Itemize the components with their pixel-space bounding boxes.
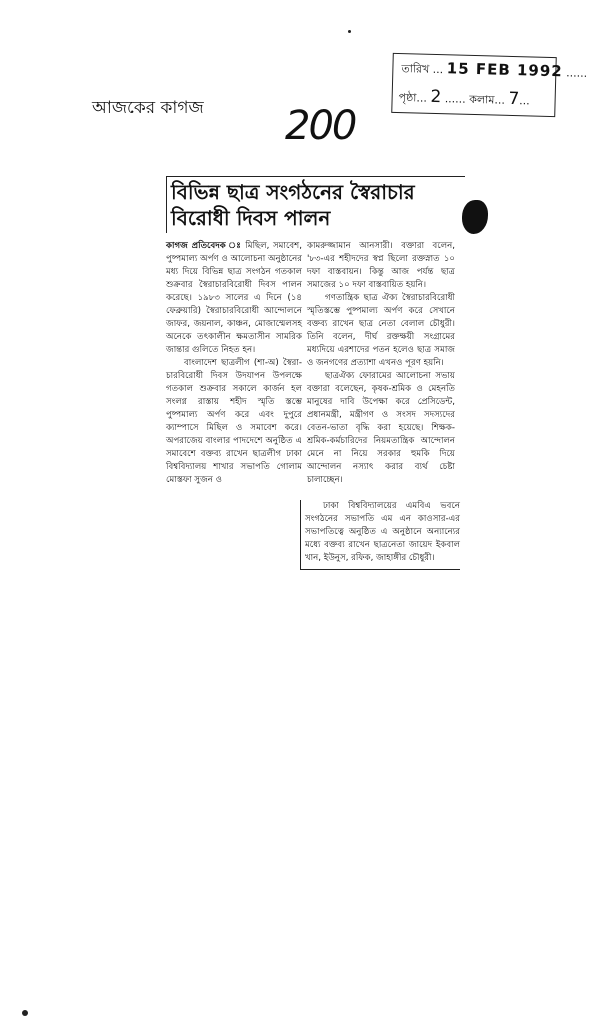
ink-blot	[462, 200, 488, 234]
article-column-left	[166, 240, 302, 487]
stamp-page-row: পৃষ্ঠা... 2 ...... কলাম... 7...	[398, 86, 530, 110]
speck	[22, 1010, 28, 1016]
paragraph-text: মিছিল, সমাবেশ, পুষ্পমাল্য অর্পণ ও আলোচনা অনুষ্ঠানের মধ্য দিয়ে বিভিন্ন ছাত্র সংগঠন গতকাল শুক্রবার স্বৈরাচারবিরোধী দিবস পালন করেছে। ১৯৮৩ সালের এ দিনে (১৪ ফেব্রুয়ারি) স্বৈরাচারবিরোধী আন্দোলনে জাফর, জয়নাল, কাঞ্চন, মোজাম্মেলসহ অনেকে তৎকালীন ক্ষমতাসীন সামরিক জান্তার গুলিতে নিহত হন।	[166, 241, 302, 355]
article-headline	[166, 176, 465, 233]
stamp-date-label: তারিখ	[401, 62, 430, 76]
stamp-column: 7	[508, 88, 520, 110]
paragraph: ঢাকা বিশ্ববিদ্যালয়ের এমবিএ ভবনে সংগঠনের সভাপতি এম এন কাওসার-এর সভাপতিত্বে অনুষ্ঠিত এ অনুষ্ঠানে অন্যান্যের মধ্যে বক্তব্য রাখেন ছাত্রনেতা জায়েদ ইকবাল খান, ইউনুস, রফিক, জাহাঙ্গীর চৌধুরী।	[305, 501, 460, 563]
paragraph: গণতান্ত্রিক ছাত্র ঐক্য স্বৈরাচারবিরোধী স্মৃতিস্তম্ভে পুষ্পমাল্য অর্পণ করে সেখানে বক্তব্য রাখেন ছাত্র নেতা বেলাল চৌধুরী। তিনি বলেন, দীর্ঘ রক্তক্ষয়ী সংগ্রামের মধ্যদিয়ে এরশাদের পতন হলেও ছাত্র সমাজ ও জনগণের প্রত্যাশা এখনও পূরণ হয়নি।	[307, 293, 455, 368]
headline-line-1: বিভিন্ন ছাত্র সংগঠনের স্বৈরাচার	[171, 180, 415, 204]
headline-line-2: বিরোধী দিবস পালন	[171, 206, 331, 230]
paragraph: বাংলাদেশ ছাত্রলীগ (শা-অ) স্বৈরা-চারবিরোধী দিবস উদযাপন উপলক্ষে গতকাল শুক্রবার সকালে কার্জন হল সংলগ্ন রাস্তায় শহীদ স্মৃতি স্তম্ভে পুষ্পমাল্য অর্পণ করে এবং দুপুরে ক্যাম্পাসে মিছিল ও সমাবেশ করে। অপরাজেয় বাংলার পাদদেশে অনুষ্ঠিত এ সমাবেশে বক্তব্য রাখেন ছাত্রলীগ ঢাকা বিশ্ববিদ্যালয় শাখার সভাপতি গোলাম মোস্তফা সুজন ও	[166, 358, 302, 485]
paragraph: ছাত্রঐক্য ফোরামের আলোচনা সভায় বক্তারা বলেছেন, কৃষক-শ্রমিক ও মেহনতি মানুষের দাবি উপেক্ষা করে প্রেসিডেন্ট, প্রধানমন্ত্রী, মন্ত্রীগণ ও সংসদ সদস্যদের বেতন-ভাতা বৃদ্ধি করা হয়েছে। শিক্ষক-শ্রমিক-কর্মচারিদের নিয়মতান্ত্রিক আন্দোলন মেনে না নিয়ে সরকার হুমকি দিয়ে আন্দোলন নস্যাৎ করার ব্যর্থ চেষ্টা চালাচ্ছেন।	[307, 371, 455, 485]
paragraph: কামরুজ্জামান আনসারী। বক্তারা বলেন, '৮৩-এর শহীদদের স্বপ্ন ছিলো রক্তস্নাত ১০ দফা বাস্তবায়ন। কিন্তু আজ পর্যন্ত ছাত্র সমাজের ১০ দফা বাস্তবায়িত হয়নি।	[307, 241, 455, 290]
handwritten-number: 200	[285, 103, 356, 149]
stamp-page: 2	[430, 86, 442, 108]
speck	[348, 30, 351, 33]
article-final-paragraph-box	[300, 500, 460, 570]
stamp-date: 15 FEB 1992	[446, 59, 563, 81]
stamp-column-label: কলাম	[469, 92, 495, 107]
article-column-right	[307, 240, 455, 487]
byline: কাগজ প্রতিবেদক ঃ	[166, 241, 242, 251]
paragraph	[166, 240, 302, 357]
stamp-date-row: তারিখ ... 15 FEB 1992 ......	[401, 59, 588, 81]
archive-stamp	[391, 53, 588, 117]
stamp-page-label: পৃষ্ঠা	[398, 91, 417, 105]
newspaper-name: আজকের কাগজ	[92, 98, 204, 118]
